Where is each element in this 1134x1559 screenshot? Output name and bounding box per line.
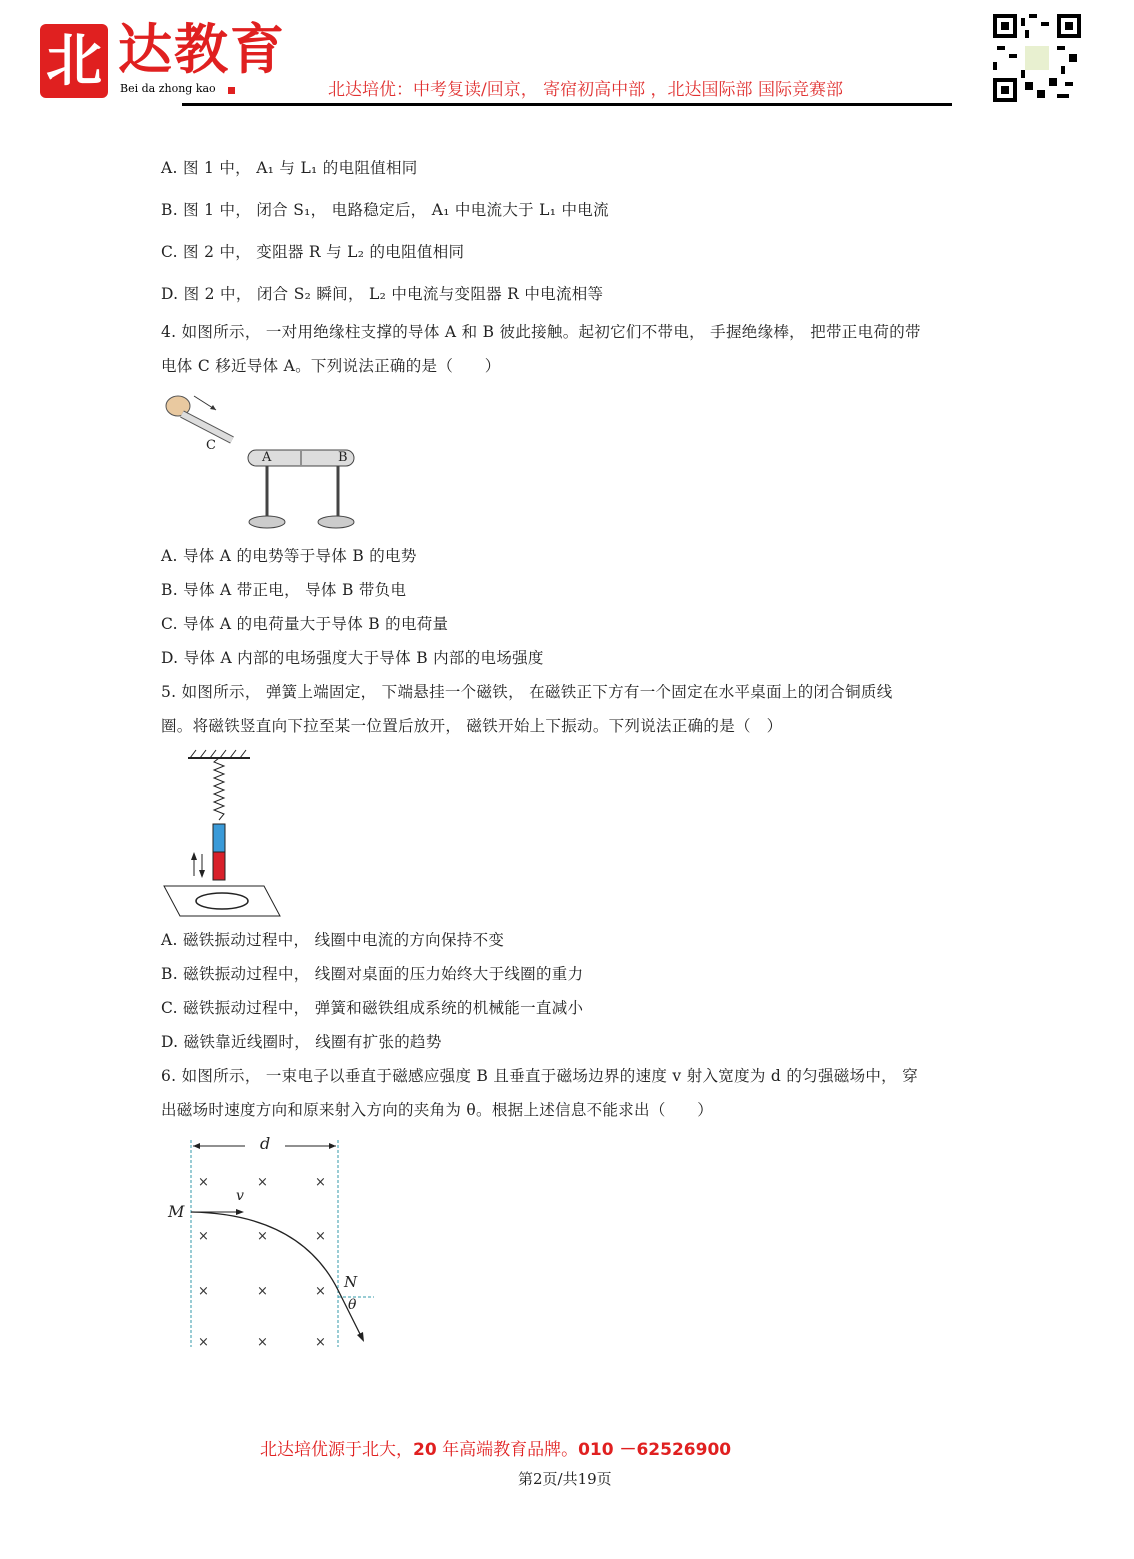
svg-text:×: × <box>315 1335 326 1350</box>
logo-text: 达教育 <box>118 17 286 81</box>
magnet-spring-figure <box>160 748 285 923</box>
q6-stem-line2: 出磁场时速度方向和原来射入方向的夹角为 θ。根据上述信息不能求出（ ） <box>161 1101 714 1119</box>
footer-brand: 北达培优源于北大， <box>260 1440 413 1460</box>
svg-text:×: × <box>198 1229 209 1244</box>
magnetic-field-figure <box>160 1132 390 1352</box>
q4-option-a: A. 导体 A 的电势等于导体 B 的电势 <box>161 547 417 565</box>
q5-stem-line1: 5. 如图所示， 弹簧上端固定， 下端悬挂一个磁铁， 在磁铁正下方有一个固定在水平桌面上的闭合铜质线 <box>161 683 893 701</box>
q5-option-c: C. 磁铁振动过程中， 弹簧和磁铁组成系统的机械能一直减小 <box>161 999 584 1017</box>
label-theta: θ <box>348 1297 357 1313</box>
q4-stem-line1: 4. 如图所示， 一对用绝缘柱支撑的导体 A 和 B 彼此接触。起初它们不带电， 手握绝缘棒， 把带正电荷的带 <box>161 323 921 341</box>
svg-text:×: × <box>198 1335 209 1350</box>
header-rule <box>182 103 952 106</box>
header-slogan: 北达培优：中考复读/回京， 寄宿初高中部 ，北达国际部 国际竞赛部 <box>328 80 843 100</box>
q5-option-d: D. 磁铁靠近线圈时， 线圈有扩张的趋势 <box>161 1033 442 1051</box>
q4-figure <box>160 388 360 538</box>
footer-brand2: 年高端教育品牌。 <box>436 1440 579 1460</box>
q3-option-a: A. 图 1 中， A₁ 与 L₁ 的电阻值相同 <box>161 159 418 177</box>
svg-text:×: × <box>257 1229 268 1244</box>
q4-option-b: B. 导体 A 带正电， 导体 B 带负电 <box>161 581 407 599</box>
svg-text:×: × <box>198 1284 209 1299</box>
logo-subtitle: Bei da zhong kao <box>120 82 216 95</box>
q5-stem-line2: 圈。将磁铁竖直向下拉至某一位置后放开， 磁铁开始上下振动。下列说法正确的是（ ） <box>161 717 783 735</box>
label-v: v <box>236 1188 244 1204</box>
label-m: M <box>168 1202 185 1221</box>
conductor-figure <box>160 388 360 538</box>
q3-option-c: C. 图 2 中， 变阻器 R 与 L₂ 的电阻值相同 <box>161 243 465 261</box>
svg-text:×: × <box>257 1335 268 1350</box>
label-n: N <box>344 1273 358 1291</box>
q4-option-c: C. 导体 A 的电荷量大于导体 B 的电荷量 <box>161 615 449 633</box>
q3-option-d: D. 图 2 中， 闭合 S₂ 瞬间， L₂ 中电流与变阻器 R 中电流相等 <box>161 285 604 303</box>
footer-phone: 010 －62526900 <box>578 1440 732 1460</box>
footer-banner <box>260 1440 731 1460</box>
label-c: C <box>206 438 216 453</box>
label-b: B <box>338 450 348 465</box>
q6-figure <box>160 1132 390 1352</box>
footer-years: 20 <box>413 1440 437 1460</box>
q6-stem-line1: 6. 如图所示， 一束电子以垂直于磁感应强度 B 且垂直于磁场边界的速度 v 射入宽度为 d 的匀强磁场中， 穿 <box>161 1067 919 1085</box>
svg-text:×: × <box>315 1229 326 1244</box>
q4-stem-line2: 电体 C 移近导体 A。下列说法正确的是（ ） <box>161 357 501 375</box>
label-d: d <box>260 1134 271 1153</box>
page-number: 第2页/共19页 <box>518 1470 612 1488</box>
svg-text:×: × <box>315 1284 326 1299</box>
q5-option-b: B. 磁铁振动过程中， 线圈对桌面的压力始终大于线圈的重力 <box>161 965 584 983</box>
logo-square <box>228 87 235 94</box>
label-a: A <box>262 450 272 465</box>
q4-option-d: D. 导体 A 内部的电场强度大于导体 B 内部的电场强度 <box>161 649 544 667</box>
svg-text:×: × <box>257 1175 268 1190</box>
svg-text:×: × <box>257 1284 268 1299</box>
svg-text:×: × <box>198 1175 209 1190</box>
q3-option-b: B. 图 1 中， 闭合 S₁， 电路稳定后， A₁ 中电流大于 L₁ 中电流 <box>161 201 609 219</box>
q5-option-a: A. 磁铁振动过程中， 线圈中电流的方向保持不变 <box>161 931 505 949</box>
qr-code-icon <box>993 14 1081 102</box>
svg-text:×: × <box>315 1175 326 1190</box>
logo: 北 <box>40 24 108 98</box>
